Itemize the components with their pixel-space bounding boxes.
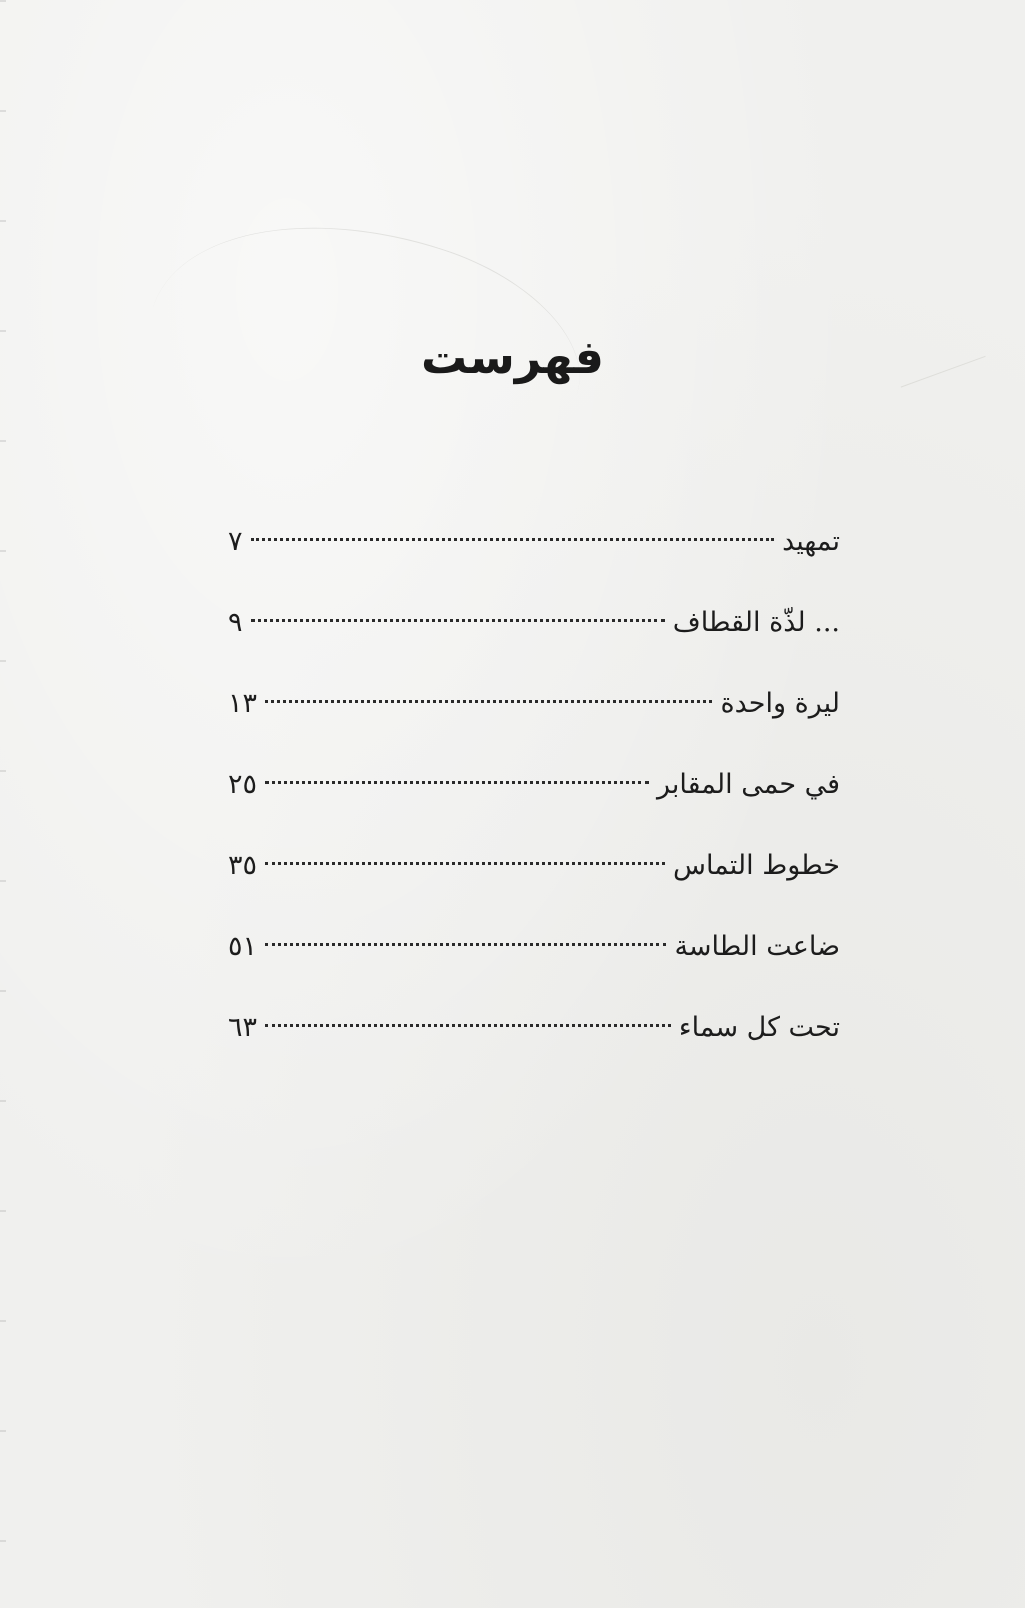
toc-page-number: ٧	[228, 526, 243, 557]
dot-leader	[265, 1024, 671, 1027]
dot-leader	[265, 862, 665, 865]
page-title: فهرست	[420, 330, 605, 384]
toc-page-number: ٥١	[228, 931, 258, 962]
toc-chapter-title: في حمى المقابر	[656, 769, 840, 800]
toc-entry[interactable]	[228, 765, 840, 846]
toc-chapter-title: تمهيد	[782, 526, 840, 557]
toc-page-number: ٣٥	[228, 850, 258, 881]
toc-entry[interactable]	[228, 927, 840, 1008]
toc-page-number: ١٣	[228, 688, 258, 719]
toc-chapter-title: تحت كل سماء	[678, 1012, 840, 1043]
toc-chapter-title: ... لذّة القطاف	[672, 607, 840, 638]
toc-chapter-title: ليرة واحدة	[720, 688, 840, 719]
toc-page-number: ٦٣	[228, 1012, 258, 1043]
toc-page-number: ٢٥	[228, 769, 258, 800]
toc-entry[interactable]	[228, 1008, 840, 1089]
dot-leader	[265, 943, 666, 946]
dot-leader	[251, 538, 775, 541]
toc-page-number: ٩	[228, 607, 243, 638]
dot-leader	[265, 781, 649, 784]
page-edge-marks	[0, 0, 6, 1608]
toc-entry[interactable]	[228, 522, 840, 603]
toc-chapter-title: خطوط التماس	[672, 850, 840, 881]
dot-leader	[251, 619, 665, 622]
toc-chapter-title: ضاعت الطاسة	[674, 931, 840, 962]
table-of-contents	[228, 522, 840, 1089]
toc-entry[interactable]	[228, 846, 840, 927]
toc-entry[interactable]	[228, 684, 840, 765]
toc-entry[interactable]	[228, 603, 840, 684]
dot-leader	[265, 700, 712, 703]
